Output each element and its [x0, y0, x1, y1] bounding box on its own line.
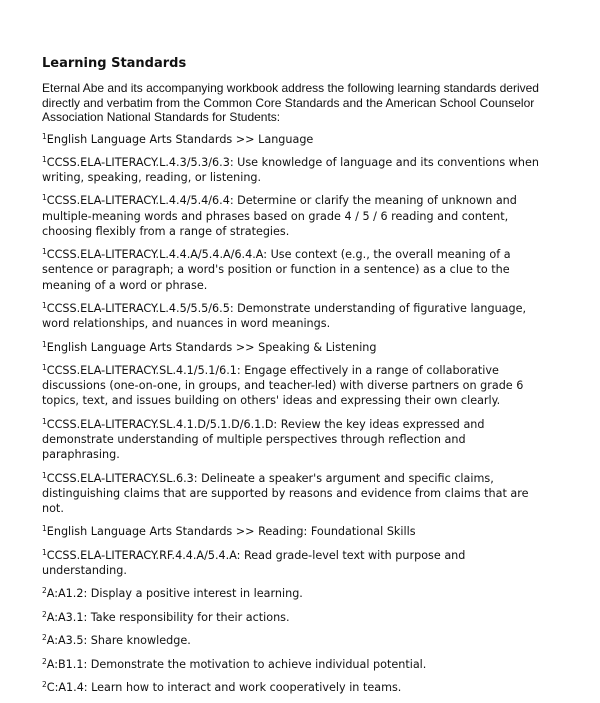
standard-item [42, 340, 542, 355]
footnote-marker: 1 [42, 154, 47, 164]
footnote-marker: 1 [42, 363, 47, 373]
footnote-marker: 2 [42, 586, 47, 596]
standards-list [42, 132, 542, 696]
standard-text: A:A3.1: Take responsibility for their actions. [46, 610, 290, 624]
standard-text: CCSS.ELA-LITERACY.L.4.4.A/5.4.A/6.4.A: Use context (e.g., the overall meaning of a sentence or paragraph; a word's position or function in a sentence) as a clue to the meaning of a word or phrase. [42, 248, 511, 292]
standard-item [42, 247, 542, 293]
footnote-marker: 2 [42, 680, 47, 689]
page-title: Learning Standards [42, 56, 187, 71]
standard-text: CCSS.ELA-LITERACY.SL.4.1/5.1/6.1: Engage effectively in a range of collaborative discussions (one-on-one, in groups, and teacher-led) with diverse partners on grade 6 topics, text, and issues building on others' ideas and expressing their own clearly. [42, 364, 524, 408]
standard-text: CCSS.ELA-LITERACY.L.4.4/5.4/6.4: Determine or clarify the meaning of unknown and multiple-meaning words and phrases based on grade 4 / 5 / 6 reading and content, choosing flexibly from a range of strategies. [42, 194, 517, 238]
footnote-marker: 2 [42, 656, 47, 666]
footnote-marker: 1 [42, 547, 47, 557]
standard-item [42, 363, 542, 409]
standard-item [42, 417, 542, 463]
standard-item [42, 155, 542, 185]
standard-item [42, 132, 542, 147]
footnote-marker: 1 [42, 301, 47, 311]
standard-item [42, 610, 542, 625]
standard-text: A:A3.5: Share knowledge. [46, 634, 191, 648]
footnote-marker: 1 [42, 524, 47, 534]
standard-item [42, 471, 542, 517]
standard-text: CCSS.ELA-LITERACY.L.4.3/5.3/6.3: Use knowledge of language and its conventions when writing, speaking, reading, or listening. [42, 155, 539, 185]
footnote-marker: 2 [42, 609, 47, 619]
standard-text: CCSS.ELA-LITERACY.L.4.5/5.5/6.5: Demonstrate understanding of figurative language, word relationships, and nuances in word meanings. [42, 302, 527, 331]
footnote-marker: 1 [42, 470, 47, 480]
standard-text: English Language Arts Standards >> Language [46, 132, 314, 146]
standard-item [42, 524, 542, 539]
footnote-marker: 2 [42, 633, 47, 643]
standard-text: CCSS.ELA-LITERACY.SL.4.1.D/5.1.D/6.1.D: Review the key ideas expressed and demonstrate understanding of multiple perspectives through reflection and paraphrasing. [42, 417, 485, 462]
standard-item [42, 548, 542, 578]
footnote-marker: 1 [42, 193, 47, 203]
document-page [42, 55, 542, 703]
standard-text: C:A1.4: Learn how to interact and work cooperatively in teams. [46, 681, 402, 694]
standard-text: A:A1.2: Display a positive interest in learning. [46, 587, 303, 601]
intro-paragraph: Eternal Abe and its accompanying workbook address the following learning standards derived directly and verbatim from the Common Core Standards and the American School Counselor Association National Standards for Students: [42, 81, 539, 124]
standard-item [42, 633, 542, 648]
standard-item [42, 657, 542, 672]
standard-text: English Language Arts Standards >> Speaking & Listening [46, 340, 377, 354]
standard-text: CCSS.ELA-LITERACY.RF.4.4.A/5.4.A: Read grade-level text with purpose and understanding. [42, 548, 466, 578]
footnote-marker: 1 [42, 416, 47, 426]
footnote-marker: 1 [42, 339, 47, 349]
footnote-marker: 1 [42, 131, 47, 141]
standard-text: English Language Arts Standards >> Reading: Foundational Skills [46, 525, 416, 539]
standard-item [42, 586, 542, 601]
footnote-marker: 1 [42, 247, 47, 257]
standard-item [42, 193, 542, 239]
standard-text: A:B1.1: Demonstrate the motivation to achieve individual potential. [46, 657, 427, 671]
standard-item [42, 301, 542, 331]
standard-item [42, 680, 542, 695]
standard-text: CCSS.ELA-LITERACY.SL.6.3: Delineate a speaker's argument and specific claims, distinguishing claims that are supported by reasons and evidence from claims that are not. [42, 471, 529, 516]
